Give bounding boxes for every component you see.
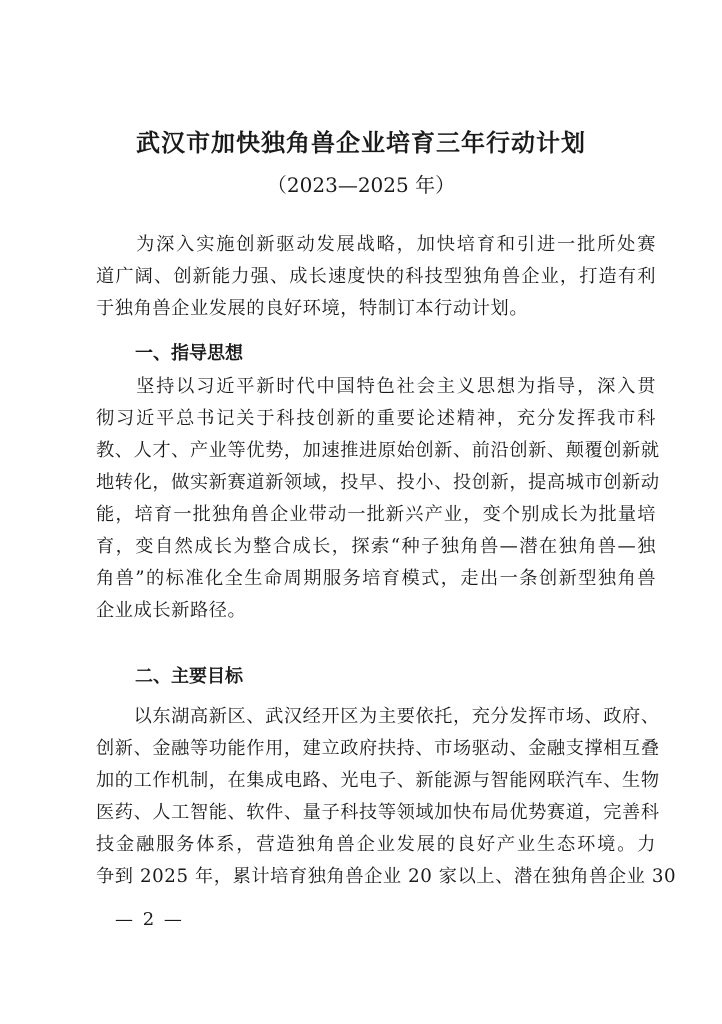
paragraph-line: 为深入实施创新驱动发展战略，加快培育和引进一批所处赛: [96, 234, 656, 255]
paragraph-line: 于独角兽企业发展的良好环境，特制订本行动计划。: [96, 298, 529, 319]
paragraph-line: 育，变自然成长为整合成长，探索“种子独角兽—潜在独角兽—独: [96, 536, 656, 557]
paragraph-line: 医药、人工智能、软件、量子科技等领域加快布局优势赛道，完善科: [96, 802, 660, 823]
paragraph-line: 坚持以习近平新时代中国特色社会主义思想为指导，深入贯: [96, 376, 656, 397]
section1-paragraph: [96, 371, 660, 627]
document-title: 武汉市加快独角兽企业培育三年行动计划: [136, 128, 586, 157]
section-heading-main-goals: 二、主要目标: [135, 666, 243, 687]
paragraph-line: 角兽”的标准化全生命周期服务培育模式，走出一条创新型独角兽: [96, 568, 656, 589]
paragraph-line: 争到 2025 年，累计培育独角兽企业 20 家以上、潜在独角兽企业 30: [96, 866, 677, 887]
paragraph-line: 加的工作机制，在集成电路、光电子、新能源与智能网联汽车、生物: [96, 770, 660, 791]
paragraph-line: 能，培育一批独角兽企业带动一批新兴产业，变个别成长为批量培: [96, 504, 656, 525]
intro-paragraph: [96, 229, 656, 325]
section-heading-guiding-ideology: 一、指导思想: [135, 343, 243, 364]
page-number: — 2 —: [115, 909, 184, 930]
paragraph-line: 以东湖高新区、武汉经开区为主要依托，充分发挥市场、政府、: [96, 706, 660, 727]
section2-paragraph: [96, 701, 677, 893]
paragraph-line: 地转化，做实新赛道新领域，投早、投小、投创新，提高城市创新动: [96, 472, 660, 493]
paragraph-line: 企业成长新路径。: [96, 600, 247, 621]
paragraph-line: 技金融服务体系，营造独角兽企业发展的良好产业生态环境。力: [96, 834, 656, 855]
paragraph-line: 道广阔、创新能力强、成长速度快的科技型独角兽企业，打造有利: [96, 266, 656, 287]
paragraph-line: 创新、金融等功能作用，建立政府扶持、市场驱动、金融支撑相互叠: [96, 738, 660, 759]
paragraph-line: 教、人才、产业等优势，加速推进原始创新、前沿创新、颠覆创新就: [96, 440, 660, 461]
paragraph-line: 彻习近平总书记关于科技创新的重要论述精神，充分发挥我市科: [96, 408, 656, 429]
document-subtitle: （2023—2025 年）: [266, 173, 456, 197]
